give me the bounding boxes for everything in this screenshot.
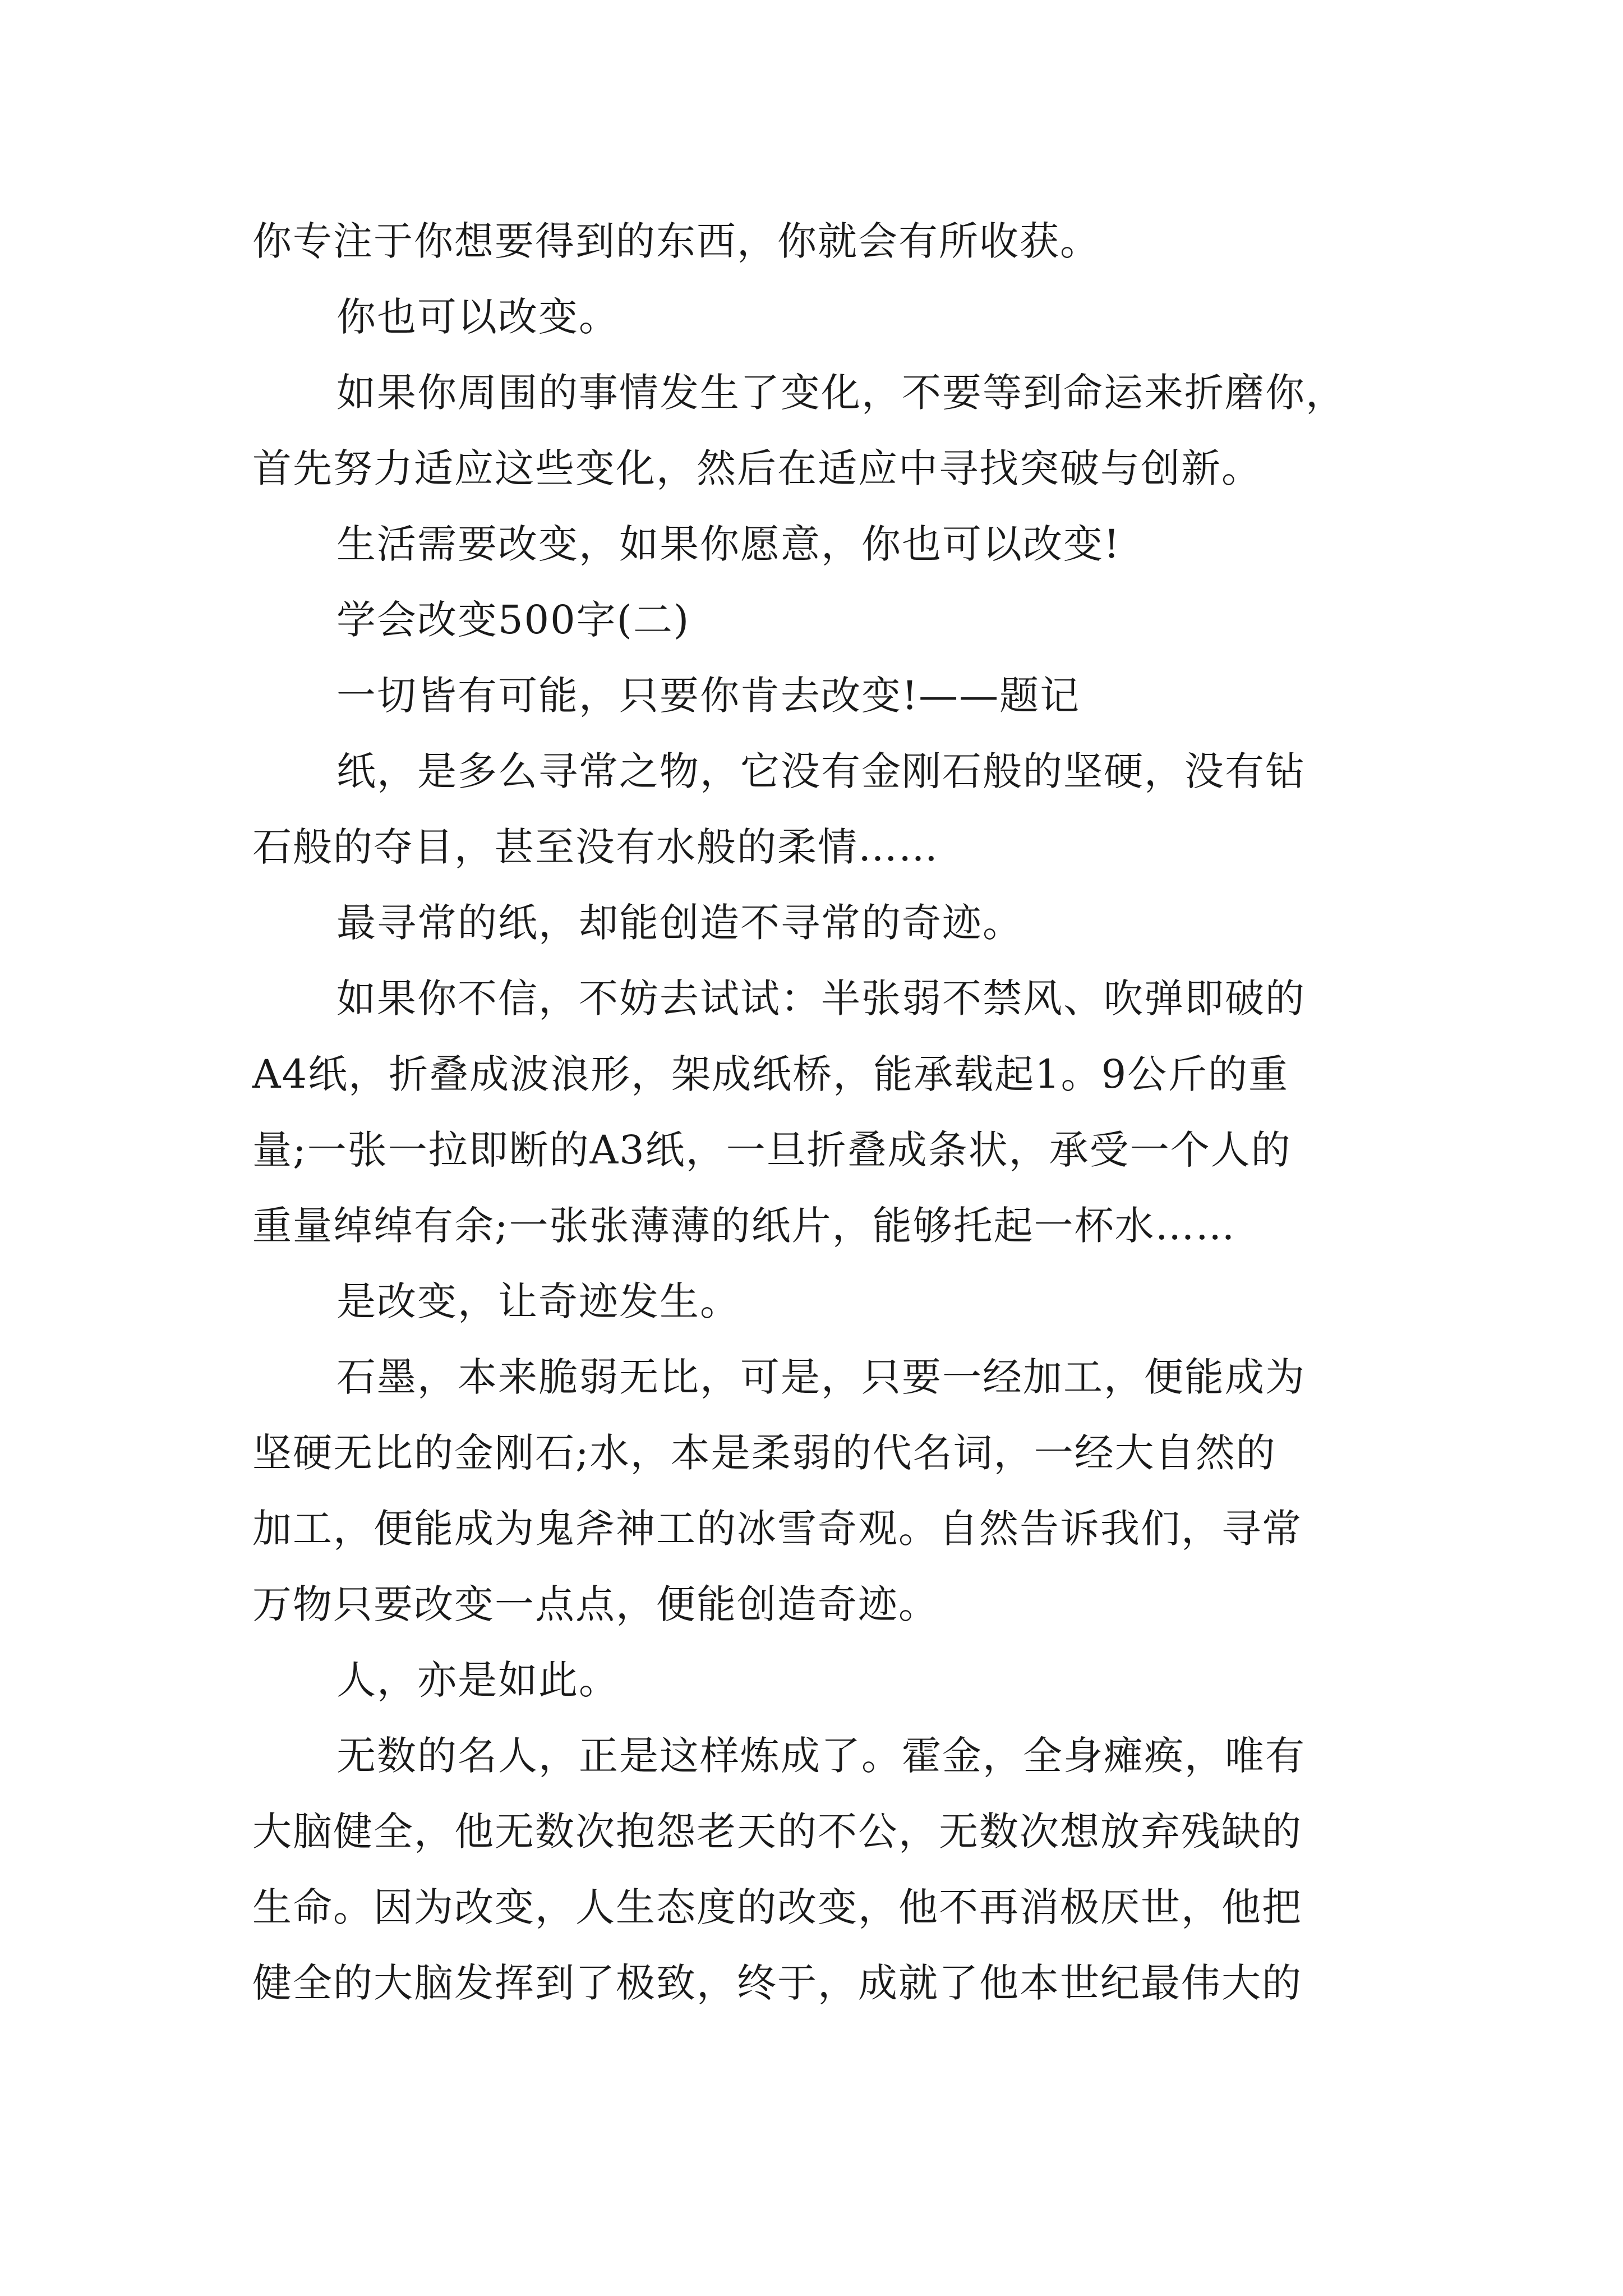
section-heading: 学会改变500字(二) <box>336 597 690 643</box>
text-line-5: 生活需要改变，如果你愿意，你也可以改变! <box>336 521 1121 567</box>
text-line-21: 无数的名人，正是这样炼成了。霍金，全身瘫痪，唯有 <box>336 1733 1306 1779</box>
text-line-12: A4纸，折叠成波浪形，架成纸桥，能承载起1。9公斤的重 <box>252 1051 1289 1097</box>
text-line-23: 生命。因为改变，人生态度的改变，他不再消极厌世，他把 <box>252 1884 1302 1930</box>
epigraph-line: 一切皆有可能，只要你肯去改变!——题记 <box>336 673 1081 719</box>
text-line-15: 是改变，让奇迹发生。 <box>336 1278 740 1324</box>
text-line-24: 健全的大脑发挥到了极致，终于，成就了他本世纪最伟大的 <box>252 1960 1302 2006</box>
text-line-13: 量;一张一拉即断的A3纸，一旦折叠成条状，承受一个人的 <box>252 1127 1292 1173</box>
text-line-19: 万物只要改变一点点，便能创造奇迹。 <box>252 1581 939 1627</box>
text-line-2: 你也可以改变。 <box>336 294 619 340</box>
text-line-16: 石墨，本来脆弱无比，可是，只要一经加工，便能成为 <box>336 1354 1306 1400</box>
text-line-10: 最寻常的纸，却能创造不寻常的奇迹。 <box>336 900 1023 946</box>
text-line-20: 人，亦是如此。 <box>336 1657 619 1703</box>
text-line-11: 如果你不信，不妨去试试：半张弱不禁风、吹弹即破的 <box>336 976 1306 1022</box>
text-line-4: 首先努力适应这些变化，然后在适应中寻找突破与创新。 <box>252 445 1262 491</box>
text-line-18: 加工，便能成为鬼斧神工的冰雪奇观。自然告诉我们，寻常 <box>252 1506 1302 1552</box>
text-line-8: 纸，是多么寻常之物，它没有金刚石般的坚硬，没有钻 <box>336 748 1306 794</box>
text-line-3: 如果你周围的事情发生了变化，不要等到命运来折磨你， <box>336 370 1346 416</box>
text-line-1: 你专注于你想要得到的东西，你就会有所收获。 <box>252 218 1100 264</box>
text-line-14: 重量绰绰有余;一张张薄薄的纸片，能够托起一杯水…… <box>252 1203 1236 1249</box>
text-line-17: 坚硬无比的金刚石;水，本是柔弱的代名词，一经大自然的 <box>252 1430 1276 1476</box>
text-line-22: 大脑健全，他无数次抱怨老天的不公，无数次想放弃残缺的 <box>252 1809 1302 1855</box>
text-line-9: 石般的夺目，甚至没有水般的柔情…… <box>252 824 939 870</box>
